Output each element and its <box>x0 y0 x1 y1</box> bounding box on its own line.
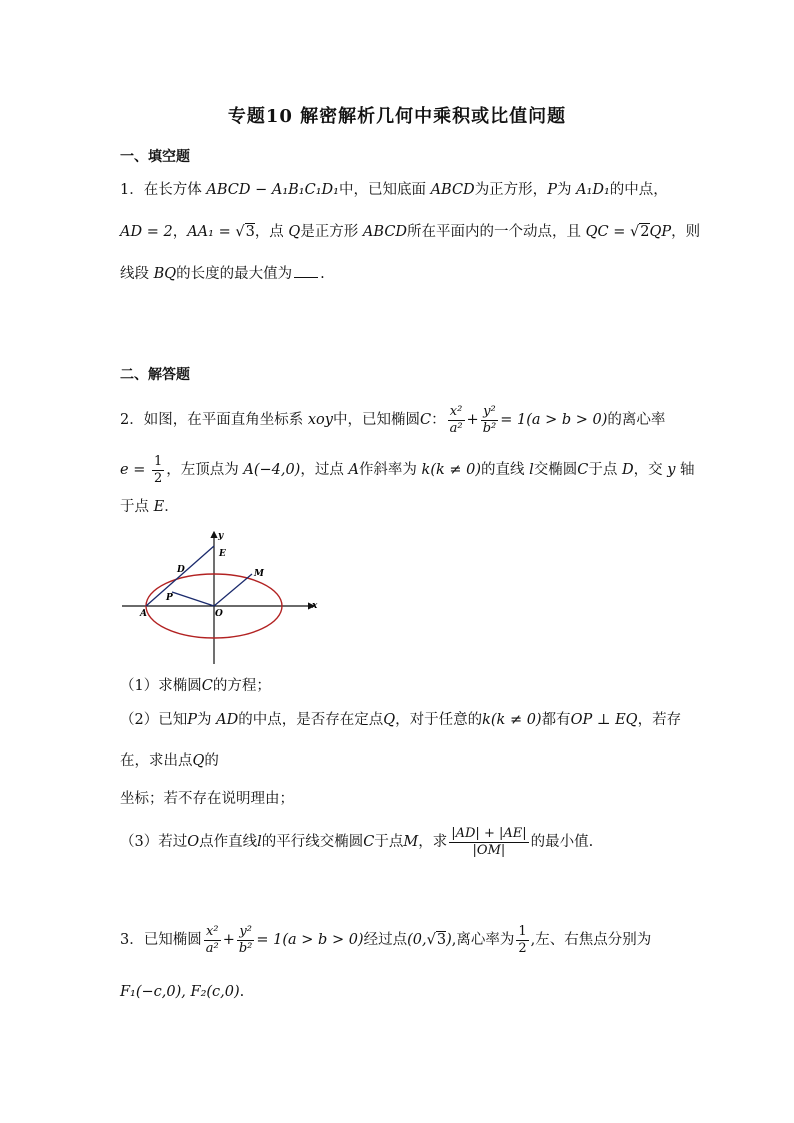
q2-text: ，对于任意的 <box>395 712 483 728</box>
q1-line-1 <box>120 180 680 200</box>
label-a: A <box>140 609 147 619</box>
q3-math: + <box>222 932 235 948</box>
q3-line-2 <box>120 982 680 1002</box>
q3-math: 3 <box>436 932 447 948</box>
q2-math: l <box>529 462 534 478</box>
q1-text: 为 <box>556 182 577 198</box>
fraction-one-half <box>516 924 528 957</box>
q2-text: 点作直线 <box>199 834 258 850</box>
q2-text: 的直线 <box>481 462 530 478</box>
q2-math: Q <box>192 753 205 769</box>
q2-math: P <box>187 712 197 728</box>
q3-text: 经过点 <box>363 932 408 948</box>
q1-math: AA₁ = <box>187 224 236 240</box>
q2-text: 的 <box>204 753 219 769</box>
q1-text: 的长度的最大值为 <box>176 266 293 282</box>
q2-text: 作斜率为 <box>358 462 422 478</box>
q2-text: ，若存 <box>637 712 682 728</box>
q2-math: k(k ≠ 0) <box>421 462 482 478</box>
q2-text: （1）求椭圆 <box>120 678 202 694</box>
q2-math: Q <box>383 712 396 728</box>
label-p: P <box>166 593 173 603</box>
q2-math: C <box>419 412 432 428</box>
frac-num: 1 <box>518 923 527 939</box>
q2-math: AD <box>216 712 239 728</box>
q1-text: 1．在长方体 <box>120 182 207 198</box>
q2-text: ，交 <box>633 462 668 478</box>
frac-den: a² <box>449 420 463 436</box>
label-m: M <box>254 569 264 579</box>
frac-den: b² <box>238 940 253 956</box>
fraction-y2-b2 <box>481 404 499 437</box>
label-e: E <box>219 549 226 559</box>
fraction-one-half <box>152 454 164 487</box>
q1-math: AD = 2 <box>120 224 173 240</box>
q2-math: D <box>622 462 634 478</box>
q3-text: . <box>239 984 245 1000</box>
q2-part-1 <box>120 676 680 696</box>
q1-text: 为正方形， <box>474 182 548 198</box>
q2-text: ： <box>431 412 446 428</box>
q3-math: ) <box>446 932 452 948</box>
frac-num: 1 <box>153 453 163 469</box>
label-d: D <box>177 565 185 575</box>
q2-part-3 <box>120 824 680 860</box>
frac-num: |AD| + |AE| <box>451 825 527 841</box>
answer-blank <box>294 277 318 278</box>
q2-text: 2．如图，在平面直角坐标系 <box>120 412 308 428</box>
q1-math: A₁D₁ <box>576 182 610 198</box>
q2-math: = 1(a > b > 0) <box>500 412 608 428</box>
q2-text: 在，求出点 <box>120 753 193 769</box>
q2-line-1 <box>120 402 680 438</box>
q1-math: 3 <box>245 224 255 240</box>
q2-text: （3）若过 <box>120 834 188 850</box>
q1-math: QC = <box>585 224 631 240</box>
q2-line-3 <box>120 497 680 517</box>
q2-text: （2）已知 <box>120 712 188 728</box>
q1-line-3 <box>120 264 680 284</box>
frac-den: 2 <box>153 470 163 486</box>
q1-math: QP <box>649 224 672 240</box>
q1-line-2: AD = 2，AA₁ = √3，点 Q是正方形 ABCD所在平面内的一个动点，且 QC = √2QP，则 <box>120 224 701 240</box>
q1-math: − <box>250 182 272 198</box>
frac-num: y² <box>237 924 255 941</box>
q2-text: 坐标；若不存在说明理由； <box>120 791 294 807</box>
q2-math: k(k ≠ 0) <box>482 712 542 728</box>
q2-text: ，求 <box>418 834 448 850</box>
line-om <box>214 574 252 606</box>
q1-text: ，点 <box>254 224 289 240</box>
fraction-x2-a2 <box>448 404 465 437</box>
label-o: O <box>215 609 223 619</box>
q2-text: 的最小值. <box>530 834 594 850</box>
q2-math: e = <box>120 462 150 478</box>
q2-math: M <box>403 834 419 850</box>
q1-math: ABCD <box>430 182 475 198</box>
q2-math: C <box>201 678 213 694</box>
fraction-y2-b2 <box>237 924 255 957</box>
frac-den: a² <box>205 940 219 956</box>
q3-line-1: 3．已知椭圆 $\frac{\text{x²}}{\text{a²}}$ + $\frac{\text{y²}}{\text{b²}}$ = 1(a > b > 0)经过点(0,√3),离心率为 $\frac{1}{2}$ ,左、右焦点分别为 <box>120 923 652 956</box>
q3-text: ,左、右焦点分别为 <box>530 932 652 948</box>
q2-math: E <box>153 499 165 515</box>
q1-math: ABCD <box>362 224 408 240</box>
q3-text: 3．已知椭圆 <box>120 932 202 948</box>
q2-text: 于点 <box>588 462 622 478</box>
q2-part-2-line-1 <box>120 710 680 730</box>
q2-text: 都有 <box>541 712 571 728</box>
q1-text: 是正方形 <box>300 224 363 240</box>
frac-num: x² <box>204 924 221 941</box>
ellipse-figure <box>118 528 330 668</box>
q2-math: C <box>363 834 375 850</box>
q1-text: 线段 <box>120 266 154 282</box>
q2-text: 于点 <box>120 499 154 515</box>
q2-text: 的平行线交椭圆 <box>261 834 364 850</box>
q3-text: ,离心率为 <box>451 932 515 948</box>
q3-math: (0, <box>407 932 427 948</box>
q1-text: ， <box>172 224 188 240</box>
q1-math: 2 <box>640 224 650 240</box>
fraction-ad-ae-over-om <box>449 826 528 859</box>
q1-math: P <box>547 182 557 198</box>
q2-line-2 <box>120 452 695 488</box>
q2-text: 的离心率 <box>607 412 666 428</box>
q1-text: . <box>320 266 325 282</box>
q1-math: Q <box>288 224 301 240</box>
q1-text: ，则 <box>671 224 701 240</box>
q2-part-2-line-2 <box>120 751 680 771</box>
frac-den: b² <box>482 420 497 436</box>
line-op <box>172 592 214 606</box>
q2-math: C <box>577 462 589 478</box>
q2-text: 于点 <box>374 834 404 850</box>
q2-math: xoy <box>307 412 333 428</box>
q2-text: 的中点，是否存在定点 <box>238 712 384 728</box>
q1-text: 中，已知底面 <box>338 182 431 198</box>
q2-text: ，左顶点为 <box>166 462 244 478</box>
frac-num: x² <box>448 404 465 421</box>
q2-part-2-line-3 <box>120 789 680 809</box>
q1-math: A₁B₁C₁D₁ <box>271 182 339 198</box>
q2-math: A <box>348 462 359 478</box>
q2-math: y <box>667 462 676 478</box>
section-heading-fill-blank: 一、填空题 <box>120 149 190 165</box>
q2-text: ． <box>164 499 179 515</box>
q2-math: A(−4,0) <box>243 462 301 478</box>
q3-math: = 1(a > b > 0) <box>256 932 364 948</box>
q2-text: ，过点 <box>300 462 349 478</box>
fraction-x2-a2 <box>204 924 221 957</box>
q1-text: 所在平面内的一个动点，且 <box>407 224 586 240</box>
label-x: x <box>312 601 318 611</box>
frac-num: y² <box>481 404 499 421</box>
line-ae <box>146 546 214 606</box>
section-heading-solution: 二、解答题 <box>120 367 190 383</box>
q2-math: O <box>187 834 200 850</box>
q1-text: 的中点， <box>609 182 668 198</box>
q2-text: 为 <box>197 712 217 728</box>
q2-text: 轴 <box>675 462 695 478</box>
q2-math: l <box>257 834 262 850</box>
q2-math: + <box>466 412 479 428</box>
q2-text: 交椭圆 <box>533 462 578 478</box>
frac-den: 2 <box>518 940 527 956</box>
q1-math: BQ <box>153 266 177 282</box>
label-y: y <box>218 531 224 541</box>
q2-text: 的方程； <box>212 678 271 694</box>
frac-den: |OM| <box>472 842 506 858</box>
page-title: 专题10 解密解析几何中乘积或比值问题 <box>227 106 567 127</box>
q2-math: OP ⊥ EQ <box>570 712 638 728</box>
q2-text: 中，已知椭圆 <box>332 412 420 428</box>
q1-math: ABCD <box>206 182 251 198</box>
q3-math: F₁(−c,0), F₂(c,0) <box>120 984 240 1000</box>
